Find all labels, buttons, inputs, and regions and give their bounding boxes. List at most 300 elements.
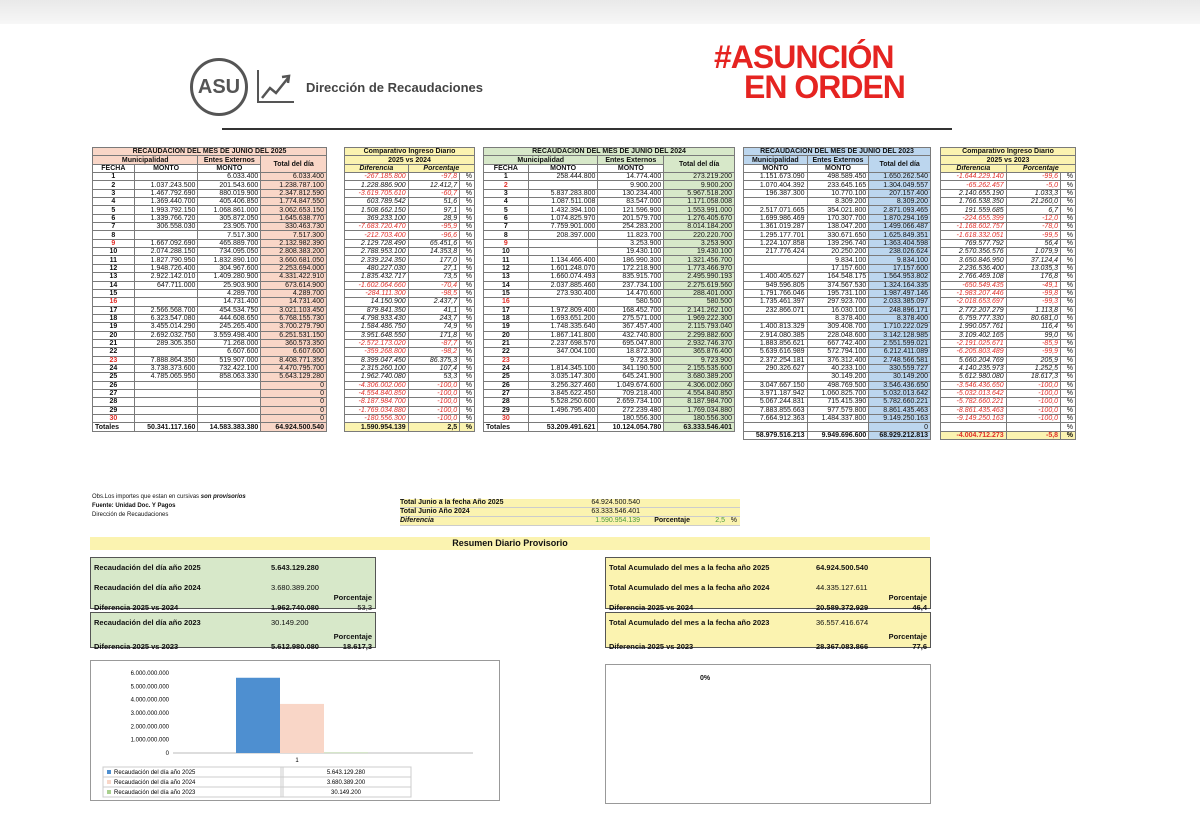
cell-diferencia: -3.546.436.650 <box>941 381 1007 389</box>
cell-entes: 1.049.674.600 <box>598 381 664 389</box>
cell-total: 2.299.882.600 <box>664 331 735 339</box>
summary-junio-box <box>400 499 740 526</box>
cell-diferencia: -1.769.034.880 <box>345 406 409 414</box>
table-row <box>941 298 1076 306</box>
totals-label: Totales <box>484 423 529 431</box>
pct-sign: % <box>1061 256 1076 264</box>
cell-diferencia: -1.983.207.446 <box>941 289 1007 297</box>
cell-municipalidad <box>528 298 598 306</box>
cell-municipalidad: 1.667.092.690 <box>134 239 198 247</box>
cell-entes: 1.484.337.800 <box>807 415 869 423</box>
cell-municipalidad: 1.791.766.046 <box>744 289 808 297</box>
col-total-dia: Total del día <box>869 156 931 173</box>
cell-total: 0 <box>261 406 327 414</box>
table-2024-title: RECAUDACIÓN DEL MES DE JUNIO DEL 2024 <box>484 148 735 156</box>
table-row <box>484 223 735 231</box>
cell-total: 3.021.103.450 <box>261 306 327 314</box>
cell-porcentaje: 1.079,9 <box>1006 248 1060 256</box>
col-monto: MONTO <box>198 164 261 172</box>
pct-sign: % <box>460 339 475 347</box>
cell-entes <box>198 406 261 414</box>
table-row <box>941 406 1076 414</box>
table-row <box>93 281 327 289</box>
pct-sign: % <box>460 356 475 364</box>
cell-municipalidad: 289.305.350 <box>134 339 198 347</box>
pct-sign: % <box>1061 431 1076 439</box>
table-row <box>744 239 931 247</box>
cell-municipalidad: 3.035.147.300 <box>528 373 598 381</box>
pct-sign: % <box>1061 239 1076 247</box>
cell-diferencia: 2.315.260.100 <box>345 364 409 372</box>
cell-porcentaje: -78,0 <box>1006 223 1060 231</box>
footnotes <box>92 493 246 520</box>
totals-label: Totales <box>93 423 135 431</box>
table-row <box>345 339 475 347</box>
pct-sign: % <box>1061 281 1076 289</box>
cell-municipalidad: 1.037.243.500 <box>134 181 198 189</box>
cell-total: 0 <box>261 389 327 397</box>
cell-municipalidad: 306.558.030 <box>134 223 198 231</box>
cmp2-total-pct: -5,8 <box>1006 431 1060 439</box>
cmp2-subtitle: 2025 vs 2023 <box>941 156 1076 164</box>
cell-total: 2.871.093.465 <box>869 206 931 214</box>
table-row <box>484 356 735 364</box>
table-row <box>93 223 327 231</box>
table-row <box>744 348 931 356</box>
table-row <box>941 239 1076 247</box>
cell-fecha: 5 <box>484 206 529 214</box>
table-row <box>93 264 327 272</box>
cell-municipalidad <box>528 415 598 423</box>
cell-total: 4.554.840.850 <box>664 389 735 397</box>
cell-porcentaje: 37.124,4 <box>1006 256 1060 264</box>
bar-2 <box>280 704 324 753</box>
cell-porcentaje: 116,4 <box>1006 323 1060 331</box>
cell-municipalidad <box>134 348 198 356</box>
cell-total: 6.607.600 <box>261 348 327 356</box>
table-row <box>744 389 931 397</box>
pct-sign: % <box>460 398 475 406</box>
cell-fecha: 22 <box>93 348 135 356</box>
table-row <box>345 415 475 423</box>
table-row <box>744 406 931 414</box>
cell-fecha: 27 <box>93 389 135 397</box>
cell-total: 8.378.400 <box>869 314 931 322</box>
cell-total: 8.861.435.463 <box>869 406 931 414</box>
cell-porcentaje: 13.035,3 <box>1006 264 1060 272</box>
cell-diferencia: -4.554.840.850 <box>345 389 409 397</box>
cell-fecha: 26 <box>93 381 135 389</box>
table-row <box>484 323 735 331</box>
table-row <box>93 364 327 372</box>
cmp1-title: Comparativo Ingreso Diario <box>345 148 475 156</box>
table-row <box>93 231 327 239</box>
table-row <box>93 323 327 331</box>
cell-fecha: 15 <box>93 289 135 297</box>
note-italic: Obs.Los importes que estan en cursivas son provisorios <box>92 494 246 500</box>
pct-sign: % <box>1061 264 1076 272</box>
table-row <box>941 223 1076 231</box>
table-row <box>484 189 735 197</box>
cell-municipalidad: 258.444.800 <box>528 173 598 181</box>
table-row <box>345 281 475 289</box>
cell-diferencia: 6.759.777.330 <box>941 314 1007 322</box>
cell-diferencia: -8.187.984.700 <box>345 398 409 406</box>
cell-fecha: 17 <box>484 306 529 314</box>
cell-fecha: 27 <box>484 389 529 397</box>
cell-diferencia: 1.584.486.750 <box>345 323 409 331</box>
table-row <box>345 231 475 239</box>
cell-diferencia: -180.556.300 <box>345 415 409 423</box>
cell-entes: 10.770.100 <box>807 189 869 197</box>
cell-total: 8.187.984.700 <box>664 398 735 406</box>
cell-entes: 186.990.300 <box>598 256 664 264</box>
cell-municipalidad: 2.517.071.665 <box>744 206 808 214</box>
cell-diferencia: -7.683.720.470 <box>345 223 409 231</box>
y-tick-label: 2.000.000.000 <box>130 724 169 731</box>
cell-municipalidad <box>134 398 198 406</box>
cell-municipalidad: 1.601.248.070 <box>528 264 598 272</box>
bar-chart-svg <box>91 661 499 800</box>
cell-entes <box>198 398 261 406</box>
cell-fecha: 13 <box>93 273 135 281</box>
table-row <box>484 389 735 397</box>
cell-porcentaje: 53,3 <box>408 373 459 381</box>
pct-sign: % <box>460 273 475 281</box>
cell-entes: 3.559.498.400 <box>198 331 261 339</box>
cell-total: 365.876.400 <box>664 348 735 356</box>
table-row <box>93 339 327 347</box>
cell-entes: 2.659.734.100 <box>598 398 664 406</box>
cell-porcentaje: -97,8 <box>408 173 459 181</box>
table-row <box>744 223 931 231</box>
table-row <box>345 173 475 181</box>
asu-logo <box>190 58 483 116</box>
table-row <box>484 231 735 239</box>
cell-total: 9.834.100 <box>869 256 931 264</box>
table-row <box>484 306 735 314</box>
cell-total: 3.142.128.985 <box>869 331 931 339</box>
cell-total: 9.723.900 <box>664 356 735 364</box>
table-row <box>345 214 475 222</box>
pct-sign: % <box>460 248 475 256</box>
cell-porcentaje: 6,7 <box>1006 206 1060 214</box>
table-row <box>744 256 931 264</box>
table-row <box>345 348 475 356</box>
cell-municipalidad <box>134 231 198 239</box>
cell-entes: 732.422.100 <box>198 364 261 372</box>
cell-fecha: 2 <box>93 181 135 189</box>
cell-porcentaje: 21.260,0 <box>1006 198 1060 206</box>
cell-municipalidad: 7.759.901.000 <box>528 223 598 231</box>
cell-entes: 237.734.100 <box>598 281 664 289</box>
cell-total: 0 <box>261 398 327 406</box>
bar-1 <box>236 678 280 753</box>
cell-diferencia: 1.962.740.080 <box>345 373 409 381</box>
summary-row: Total Junio Año 2024 63.333.546.401 <box>400 508 740 517</box>
table-row <box>345 364 475 372</box>
table-row <box>941 398 1076 406</box>
cell-total: 1.773.466.970 <box>664 264 735 272</box>
table-row <box>345 239 475 247</box>
pct-sign: % <box>460 281 475 289</box>
cell-municipalidad: 1.295.177.701 <box>744 231 808 239</box>
cell-entes: 138.047.200 <box>807 223 869 231</box>
cell-entes: 645.241.900 <box>598 373 664 381</box>
cell-total: 1.987.497.146 <box>869 289 931 297</box>
table-row <box>345 323 475 331</box>
cell-fecha: 3 <box>484 189 529 197</box>
cell-porcentaje: 1.033,3 <box>1006 189 1060 197</box>
table-row <box>93 389 327 397</box>
cell-total: 3.546.436.650 <box>869 381 931 389</box>
table-row <box>744 273 931 281</box>
cell-entes: 432.740.800 <box>598 331 664 339</box>
cell-porcentaje: 28,9 <box>408 214 459 222</box>
cell-fecha: 18 <box>484 314 529 322</box>
table-row <box>484 289 735 297</box>
pct-sign: % <box>1061 381 1076 389</box>
table-row <box>345 256 475 264</box>
cell-fecha: 23 <box>93 356 135 364</box>
table-row <box>484 206 735 214</box>
cell-entes: 367.457.400 <box>598 323 664 331</box>
pct-sign: % <box>460 364 475 372</box>
cell-municipalidad: 1.735.461.397 <box>744 298 808 306</box>
pct-sign: % <box>1061 181 1076 189</box>
pct-sign: % <box>460 373 475 381</box>
cell-fecha: 30 <box>93 415 135 423</box>
totals-mun: 50.341.117.160 <box>134 423 198 431</box>
table-row <box>93 181 327 189</box>
cell-municipalidad: 3.971.187.942 <box>744 389 808 397</box>
table-row <box>941 198 1076 206</box>
pct-sign: % <box>1061 389 1076 397</box>
table-row <box>93 273 327 281</box>
pct-sign: % <box>460 206 475 214</box>
table-row <box>941 314 1076 322</box>
cell-municipalidad: 647.711.000 <box>134 281 198 289</box>
cell-total: 2.551.599.021 <box>869 339 931 347</box>
cell-entes: 572.794.100 <box>807 348 869 356</box>
table-row <box>345 248 475 256</box>
table-row <box>941 289 1076 297</box>
cell-municipalidad: 3.047.667.150 <box>744 381 808 389</box>
cell-entes: 30.149.200 <box>807 373 869 381</box>
table-row <box>941 231 1076 239</box>
cell-total: 30.149.200 <box>869 373 931 381</box>
cell-municipalidad: 2.237.698.570 <box>528 339 598 347</box>
cell-municipalidad: 1.134.466.400 <box>528 256 598 264</box>
table-row <box>93 298 327 306</box>
y-tick-label: 5.000.000.000 <box>130 684 169 691</box>
cell-total: 8.408.771.350 <box>261 356 327 364</box>
cell-total: 3.253.900 <box>664 239 735 247</box>
cell-fecha: 5 <box>93 206 135 214</box>
cell-diferencia: 2.766.469.108 <box>941 273 1007 281</box>
cell-entes: 1.060.825.700 <box>807 389 869 397</box>
cell-entes: 6.033.400 <box>198 173 261 181</box>
cell-total: 1.171.058.008 <box>664 198 735 206</box>
cell-total: 2.808.383.200 <box>261 248 327 256</box>
table-row <box>93 415 327 423</box>
cell-municipalidad: 1.660.074.493 <box>528 273 598 281</box>
table-row <box>484 331 735 339</box>
pct-sign: % <box>460 348 475 356</box>
cell-entes: 354.021.800 <box>807 206 869 214</box>
cell-diferencia: 2.772.207.279 <box>941 306 1007 314</box>
cell-diferencia: -4.306.002.060 <box>345 381 409 389</box>
table-2023-title: RECAUDACIÓN DEL MES DE JUNIO DEL 2023 <box>744 148 931 156</box>
cell-entes: 164.548.175 <box>807 273 869 281</box>
cell-municipalidad: 5.837.283.800 <box>528 189 598 197</box>
cell-municipalidad: 7.888.864.350 <box>134 356 198 364</box>
cell-municipalidad: 1.699.986.469 <box>744 214 808 222</box>
table-row <box>744 189 931 197</box>
cell-entes: 305.872.050 <box>198 214 261 222</box>
cell-total: 2.115.793.040 <box>664 323 735 331</box>
cell-municipalidad: 4.785.065.950 <box>134 373 198 381</box>
cell-fecha: 4 <box>484 198 529 206</box>
cell-diferencia: 480.227.030 <box>345 264 409 272</box>
cell-porcentaje: -98,5 <box>408 289 459 297</box>
pct-sign: % <box>460 256 475 264</box>
cell-entes <box>198 389 261 397</box>
cell-entes: 498.769.500 <box>807 381 869 389</box>
cell-porcentaje: 107,4 <box>408 364 459 372</box>
cell-porcentaje: 65.451,6 <box>408 239 459 247</box>
box-dia-2024: Recaudación del día año 2025 5.643.129.280 Recaudación del día año 2024 3.680.389.200 Porcentaje Diferencia 2025 vs 2024 1.962.740.080 53,3 <box>90 557 376 609</box>
cell-entes: 201.543.600 <box>198 181 261 189</box>
cell-porcentaje: -60,7 <box>408 189 459 197</box>
cell-entes: 1.832.890.100 <box>198 256 261 264</box>
pct-sign: % <box>1061 231 1076 239</box>
cell-entes: 309.408.700 <box>807 323 869 331</box>
table-row <box>93 189 327 197</box>
cell-total: 9.900.200 <box>664 181 735 189</box>
table-row <box>744 198 931 206</box>
cell-municipalidad: 1.070.404.392 <box>744 181 808 189</box>
legend-label: Recaudación del día año 2025 <box>114 770 196 776</box>
cell-porcentaje: 1.113,8 <box>1006 306 1060 314</box>
legend-value: 3.680.389.200 <box>326 780 366 786</box>
table-row <box>345 398 475 406</box>
pct-sign: % <box>1061 364 1076 372</box>
table-row <box>93 398 327 406</box>
pct-sign: % <box>1061 306 1076 314</box>
table-row <box>484 298 735 306</box>
table-row <box>744 314 931 322</box>
cell-total: 1.625.849.351 <box>869 231 931 239</box>
table-row <box>345 223 475 231</box>
table-row <box>484 381 735 389</box>
table-2025 <box>92 147 327 432</box>
cell-entes: 40.233.100 <box>807 364 869 372</box>
col-municipalidad: Municipalidad <box>93 156 198 164</box>
cell-total: 0 <box>261 381 327 389</box>
cell-entes: 83.547.000 <box>598 198 664 206</box>
pie-chart <box>605 664 931 804</box>
cell-total: 2.132.982.390 <box>261 239 327 247</box>
cell-porcentaje <box>1006 423 1060 431</box>
cell-municipalidad: 3.738.373.600 <box>134 364 198 372</box>
cell-total: 9.149.250.163 <box>869 415 931 423</box>
table-row <box>93 306 327 314</box>
col-entes-externos: Entes Externos <box>598 156 664 164</box>
cell-entes: 11.823.700 <box>598 231 664 239</box>
cell-municipalidad: 196.387.300 <box>744 189 808 197</box>
cell-fecha: 25 <box>484 373 529 381</box>
cell-porcentaje: -100,0 <box>408 415 459 423</box>
cell-total: 1.238.787.100 <box>261 181 327 189</box>
cell-diferencia: -224.655.399 <box>941 214 1007 222</box>
cell-diferencia: -1.602.064.660 <box>345 281 409 289</box>
table-row <box>744 289 931 297</box>
table-row <box>484 373 735 381</box>
cell-fecha: 18 <box>93 314 135 322</box>
cell-entes: 444.608.650 <box>198 314 261 322</box>
table-row <box>744 206 931 214</box>
table-row <box>941 264 1076 272</box>
legend-swatch <box>107 780 111 784</box>
table-row <box>484 248 735 256</box>
table-row <box>744 231 931 239</box>
cmp1-total-dif: 1.590.954.139 <box>345 423 409 431</box>
cell-total: 1.553.991.000 <box>664 206 735 214</box>
table-row <box>93 356 327 364</box>
table-row <box>941 364 1076 372</box>
cell-total: 5.643.129.280 <box>261 373 327 381</box>
cell-fecha: 25 <box>93 373 135 381</box>
table-row <box>93 198 327 206</box>
cell-municipalidad: 3.455.014.290 <box>134 323 198 331</box>
table-row <box>484 256 735 264</box>
cell-total: 4.470.795.700 <box>261 364 327 372</box>
cell-entes: 168.452.700 <box>598 306 664 314</box>
resumen-title: Resumen Diario Provisorio <box>90 537 930 550</box>
cell-fecha: 6 <box>93 214 135 222</box>
cell-municipalidad: 1.400.405.627 <box>744 273 808 281</box>
pct-sign: % <box>460 331 475 339</box>
cell-fecha: 30 <box>484 415 529 423</box>
cell-diferencia: -2.572.173.020 <box>345 339 409 347</box>
cell-porcentaje: -5,0 <box>1006 181 1060 189</box>
cell-diferencia: -65.262.457 <box>941 181 1007 189</box>
cell-total: 1.321.456.700 <box>664 256 735 264</box>
table-row <box>93 406 327 414</box>
asuncion-en-orden-brand <box>714 39 905 105</box>
table-row <box>744 339 931 347</box>
cell-porcentaje: -100,0 <box>408 389 459 397</box>
cell-municipalidad: 3.256.327.460 <box>528 381 598 389</box>
cell-porcentaje: -100,0 <box>408 398 459 406</box>
cell-total: 1.769.034.880 <box>664 406 735 414</box>
table-row <box>484 415 735 423</box>
pct-sign: % <box>1061 248 1076 256</box>
cell-municipalidad: 1.993.792.150 <box>134 206 198 214</box>
cell-municipalidad <box>528 356 598 364</box>
cell-diferencia: -284.111.300 <box>345 289 409 297</box>
y-tick-label: 0 <box>165 751 169 757</box>
cell-total: 2.275.619.560 <box>664 281 735 289</box>
table-row <box>744 248 931 256</box>
pct-sign: % <box>460 298 475 306</box>
bar-3 <box>324 753 368 754</box>
cell-porcentaje: -99,6 <box>1006 173 1060 181</box>
cell-total: 2.253.694.000 <box>261 264 327 272</box>
cell-total: 248.896.171 <box>869 306 931 314</box>
cell-porcentaje: -95,9 <box>408 223 459 231</box>
